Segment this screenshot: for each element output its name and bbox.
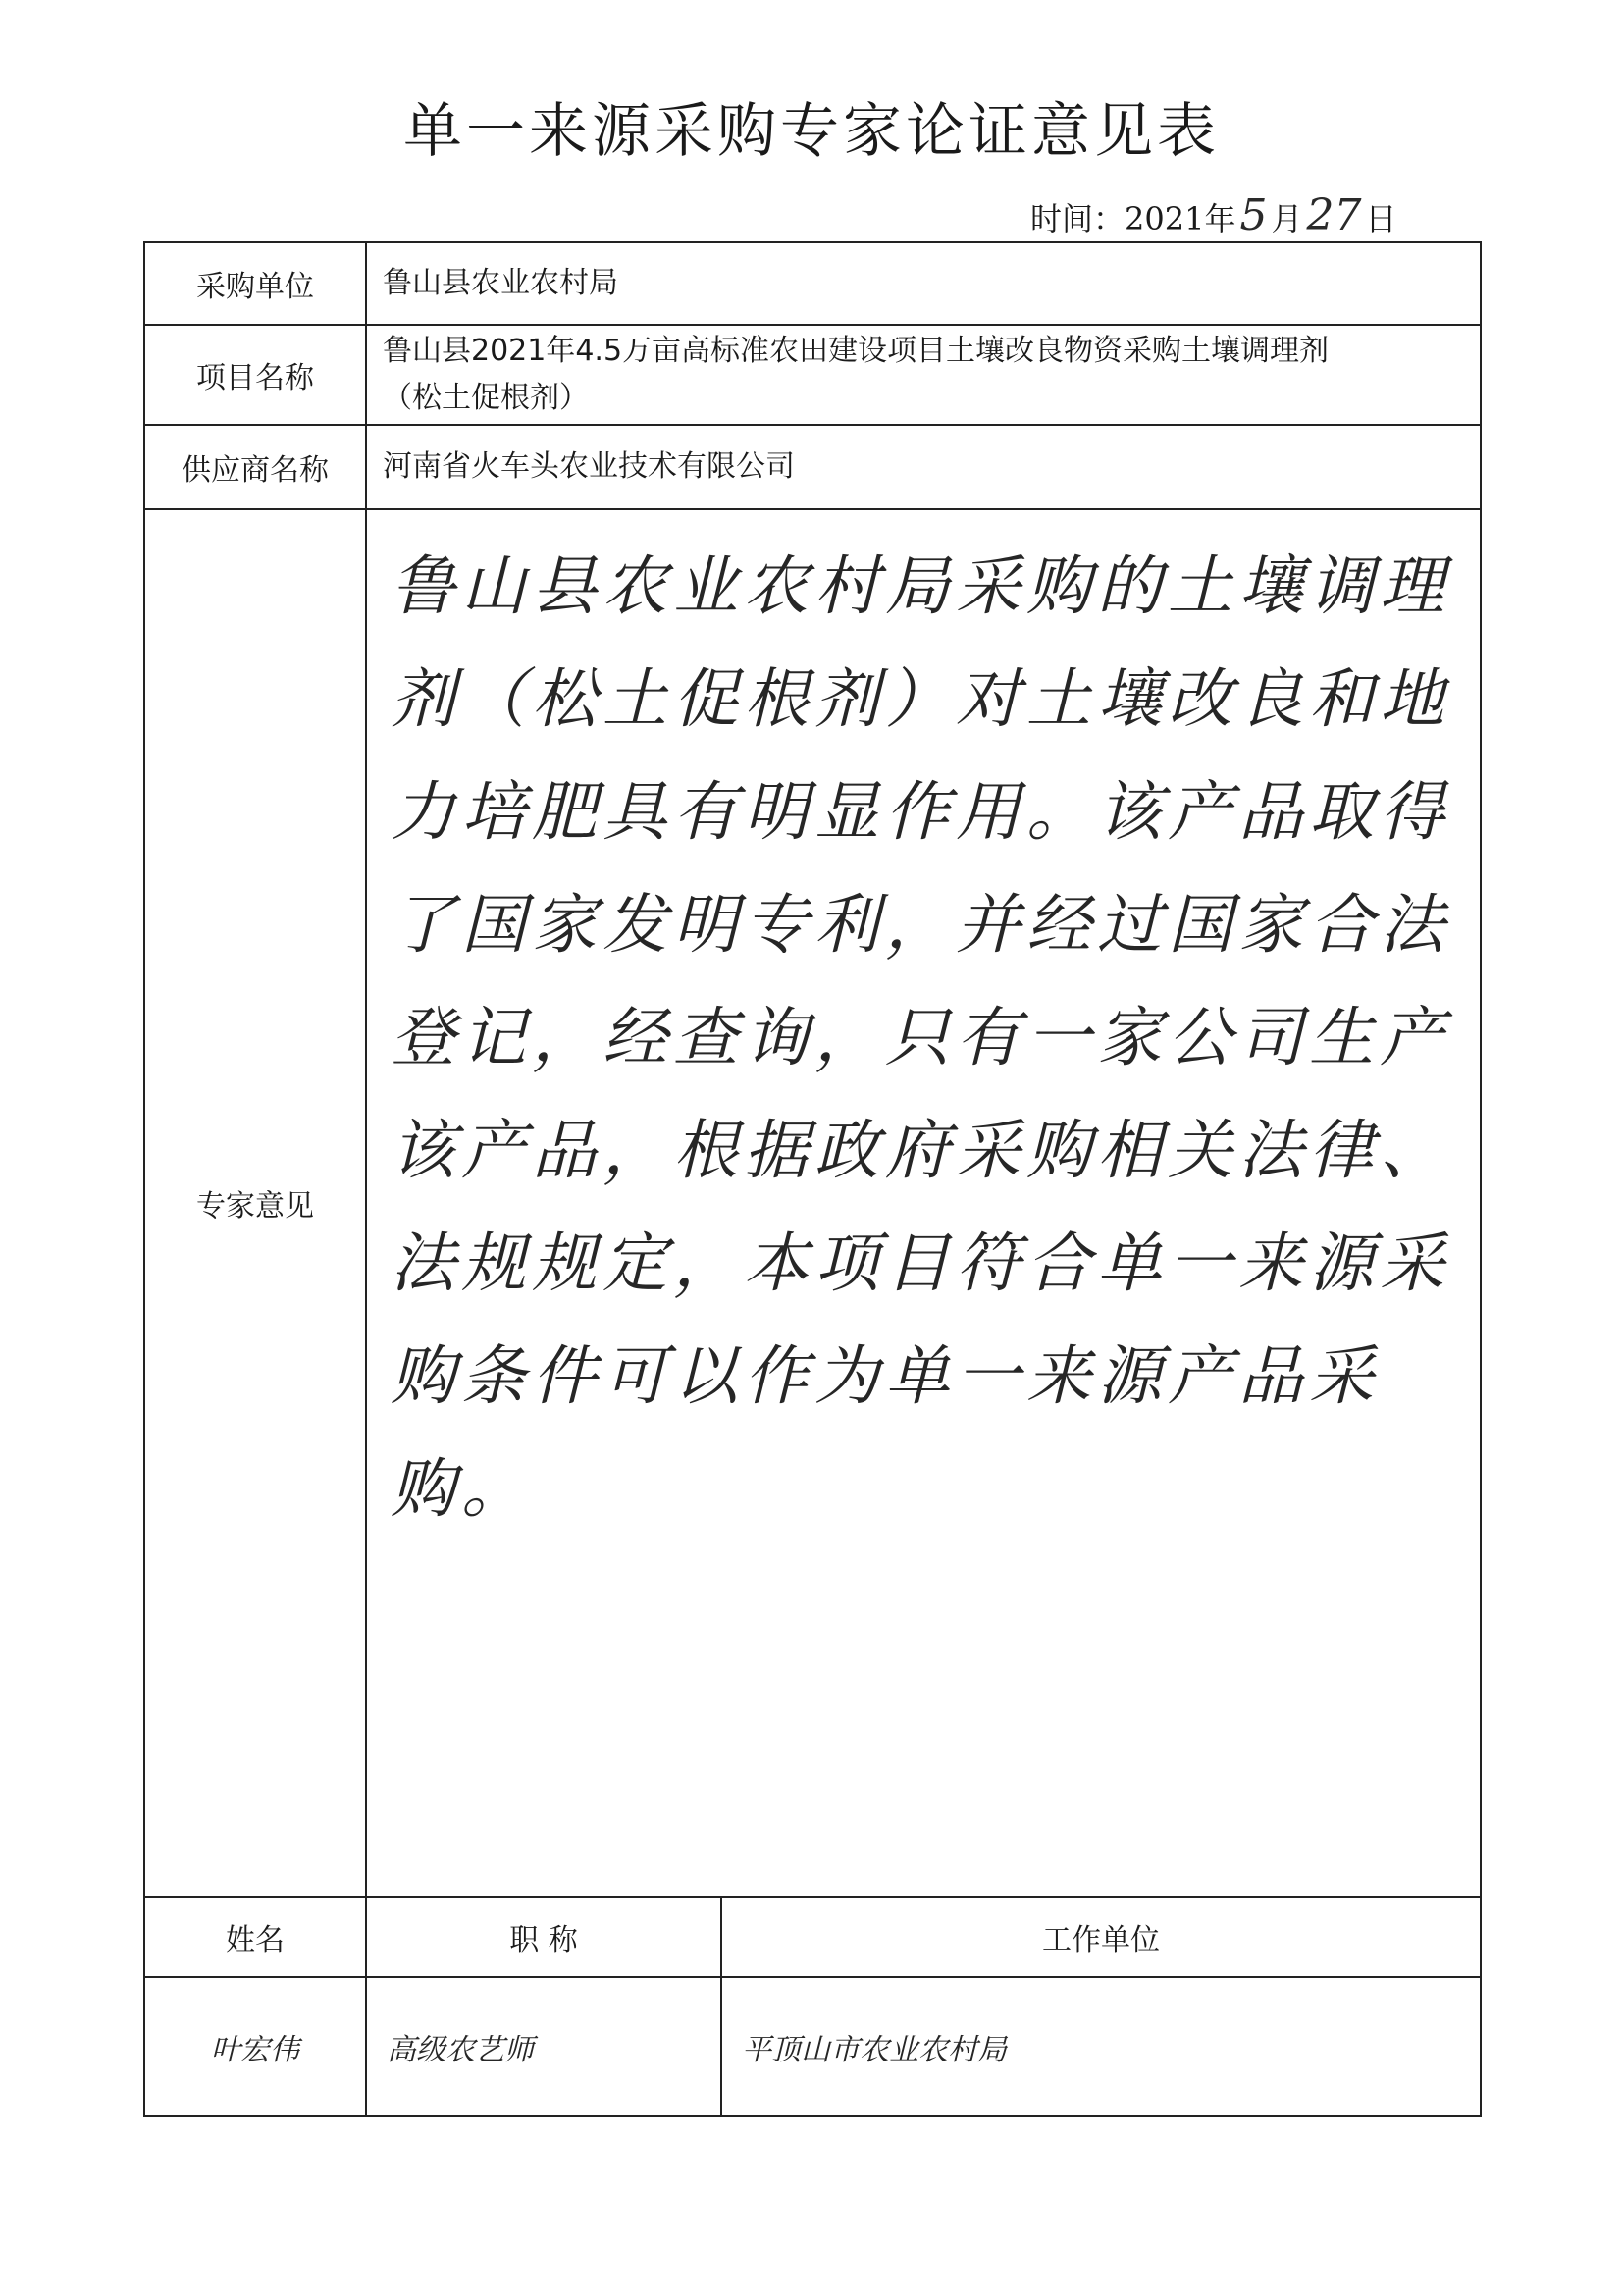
row-purchaser [144, 242, 1481, 325]
date-line [1030, 190, 1396, 240]
date-day-handwritten: 27 [1306, 190, 1362, 240]
opinion-cell [366, 509, 1481, 1897]
supplier-label: 供应商名称 [144, 425, 366, 509]
project-value-line1: 鲁山县2021年4.5万亩高标准农田建设项目土壤改良物资采购土壤调理剂 [383, 334, 1330, 368]
opinion-form-table [143, 241, 1482, 2117]
opinion-label: 专家意见 [144, 509, 366, 1897]
opinion-handwritten-text: 鲁山县农业农村局采购的土壤调理剂（松土促根剂）对土壤改良和地力培肥具有明显作用。该产品取得了国家发明专利，并经过国家合法登记，经查询，只有一家公司生产该产品，根据政府采购相关法律、法规规定，本项目符合单一来源采购条件可以作为单一来源产品采购。 [391, 548, 1450, 1527]
date-month-suffix: 月 [1271, 200, 1303, 237]
row-opinion [144, 509, 1481, 1897]
expert-name-handwritten: 叶宏伟 [144, 1977, 366, 2116]
purchaser-label: 采购单位 [144, 242, 366, 325]
expert-employer-handwritten: 平顶山市农业农村局 [721, 1977, 1481, 2116]
date-month-handwritten: 5 [1239, 190, 1268, 240]
header-title: 职 称 [366, 1897, 721, 1977]
purchaser-value: 鲁山县农业农村局 [366, 242, 1481, 325]
project-value-line2: （松土促根剂） [383, 381, 589, 415]
page-title: 单一来源采购专家论证意见表 [403, 97, 1220, 166]
header-name: 姓名 [144, 1897, 366, 1977]
row-project [144, 325, 1481, 425]
row-supplier [144, 425, 1481, 509]
date-prefix: 时间：2021年 [1030, 200, 1236, 237]
project-label: 项目名称 [144, 325, 366, 425]
project-value [366, 325, 1481, 425]
expert-title-handwritten: 高级农艺师 [366, 1977, 721, 2116]
supplier-value: 河南省火车头农业技术有限公司 [366, 425, 1481, 509]
row-signature-entry [144, 1977, 1481, 2116]
header-employer: 工作单位 [721, 1897, 1481, 1977]
row-signature-headers [144, 1897, 1481, 1977]
date-day-suffix: 日 [1365, 200, 1397, 237]
